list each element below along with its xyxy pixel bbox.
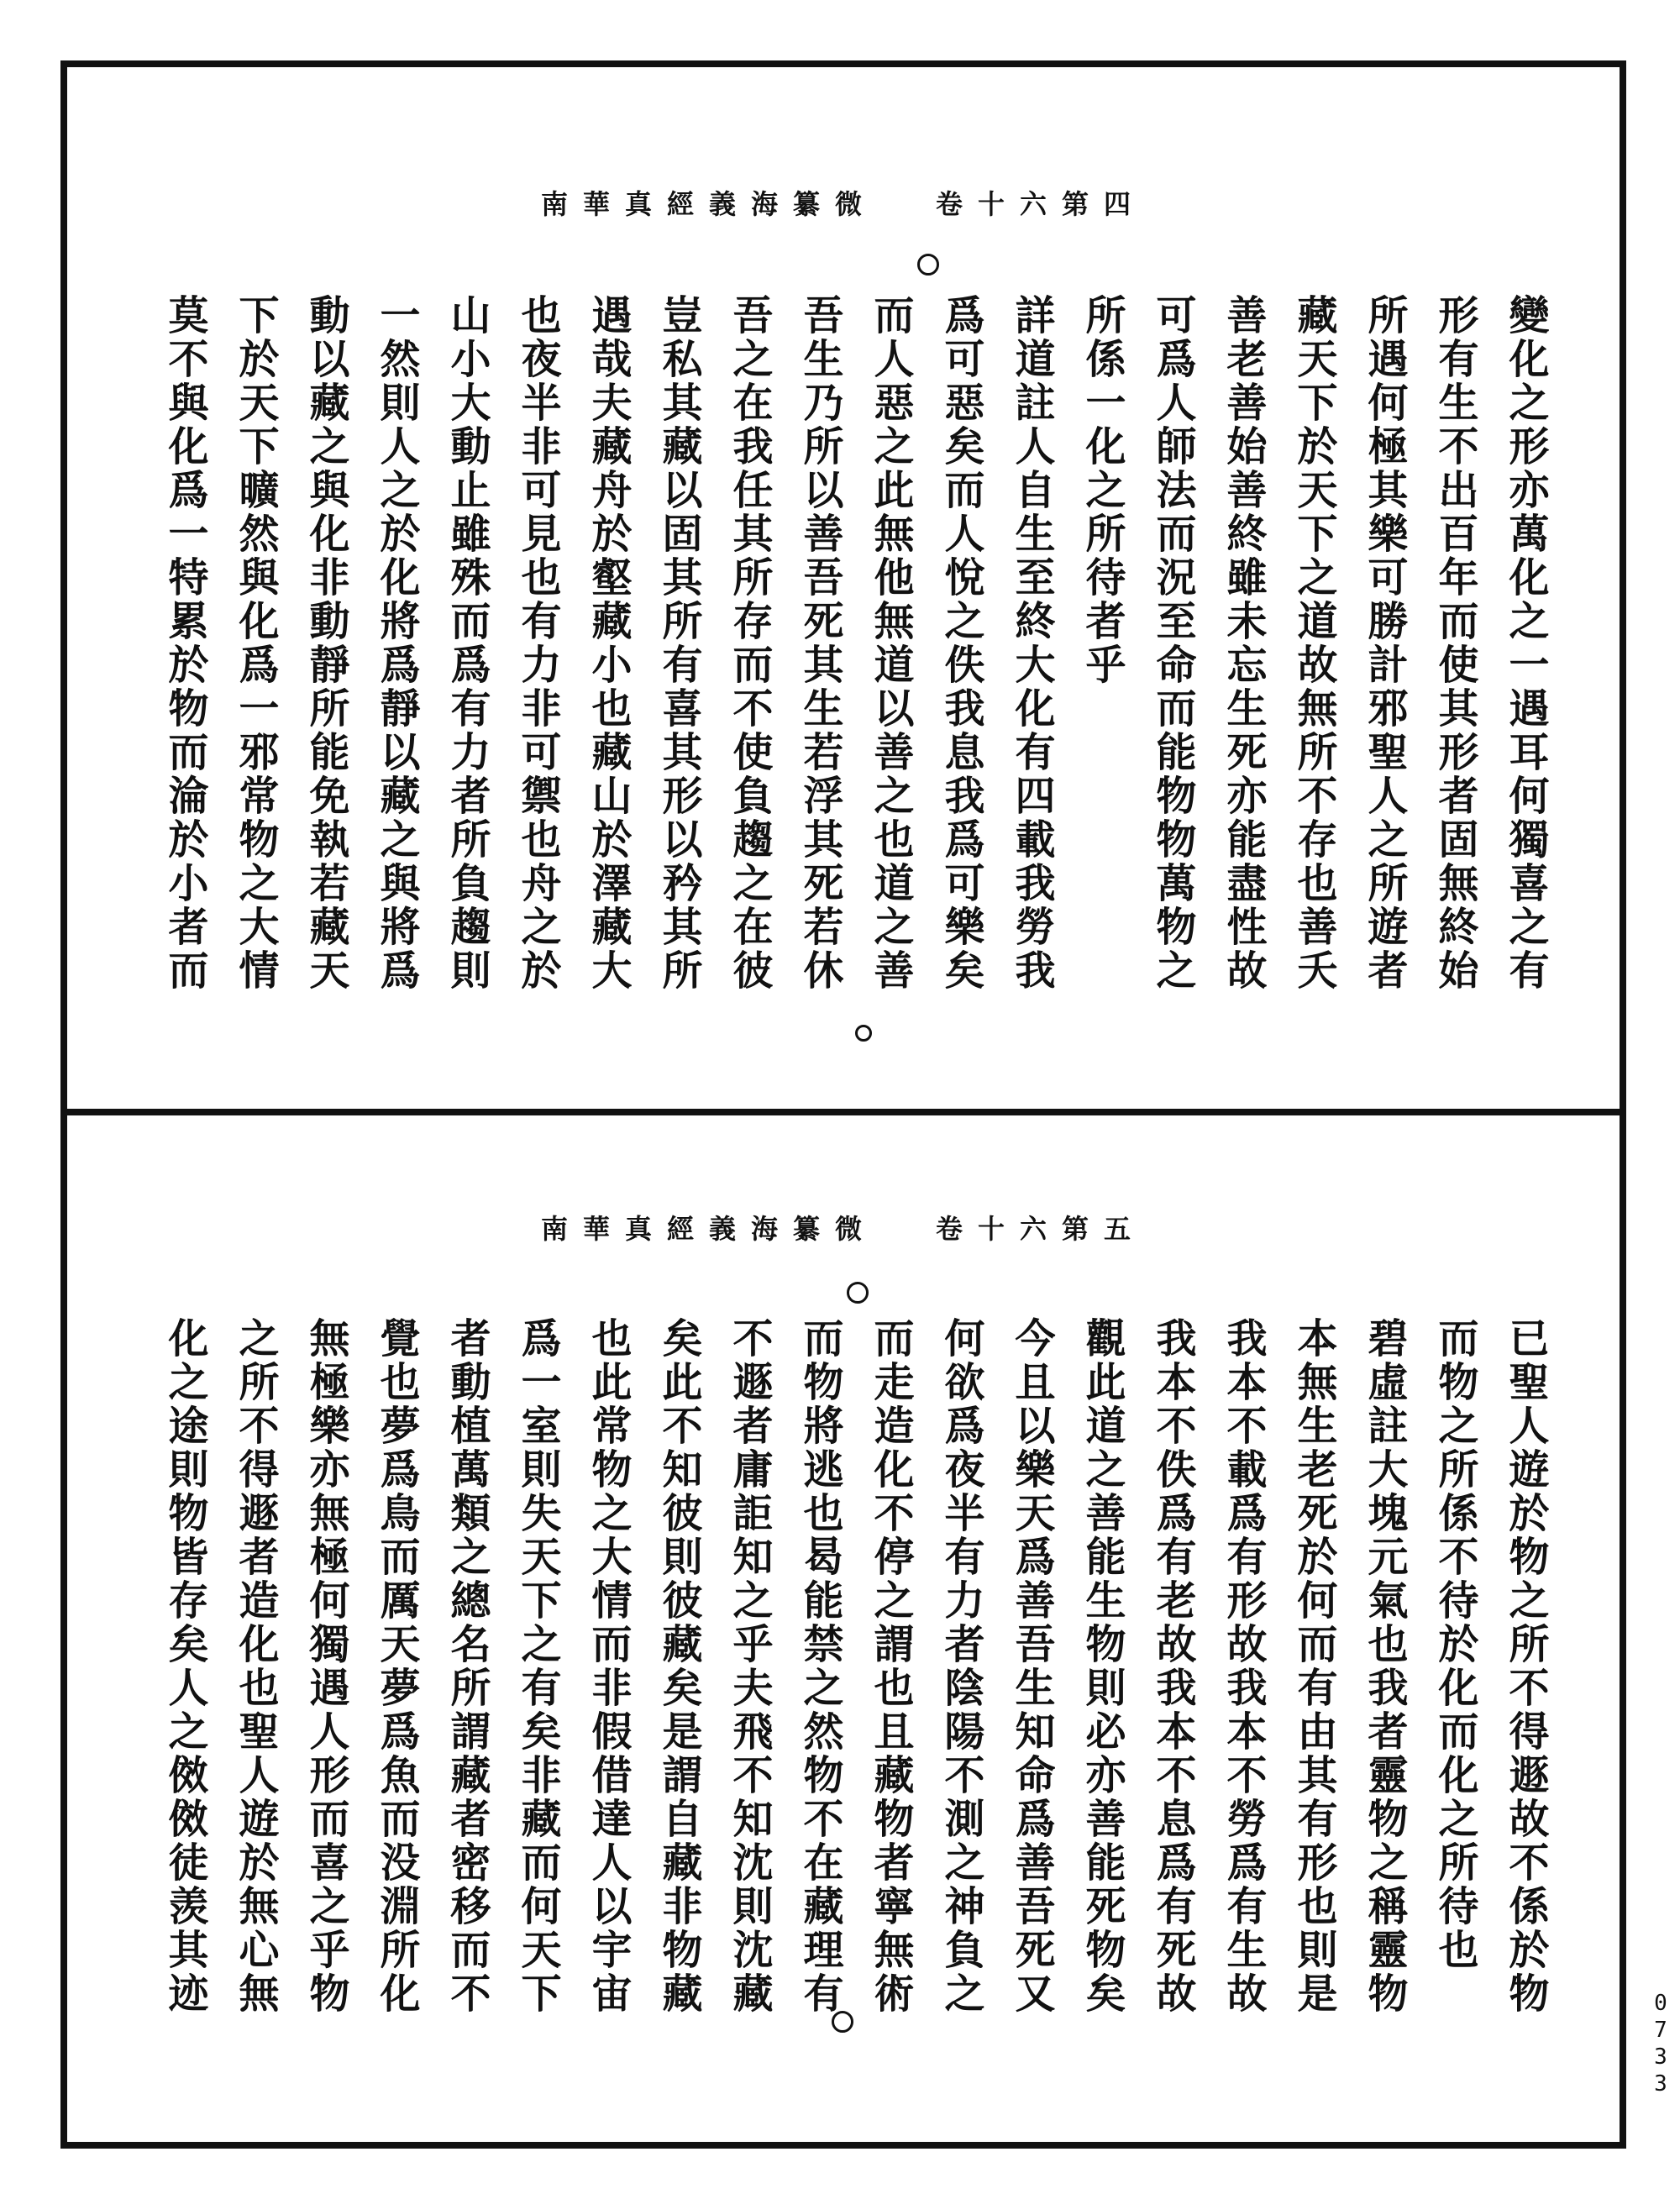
text-column: 詳道註人自生至終大化有四載我勞我 bbox=[1008, 294, 1055, 993]
text-column: 觀此道之善能生物則必亦善能死物矣 bbox=[1079, 1317, 1126, 2016]
bottom-page-header-volume: 卷十六第五 bbox=[936, 1213, 1147, 1245]
text-column: 藏天下於天下之道故無所不存也善夭 bbox=[1290, 294, 1337, 993]
text-column: 也此常物之大情而非假借達人以宇宙 bbox=[585, 1317, 632, 2016]
text-column: 遇哉夫藏舟於壑藏小也藏山於澤藏大 bbox=[585, 294, 632, 993]
text-column: 所係一化之所待者乎 bbox=[1079, 294, 1126, 687]
text-column: 者動植萬類之總名所謂藏者密移而不 bbox=[444, 1317, 491, 2016]
text-column: 之所不得遯者造化也聖人遊於無心無 bbox=[232, 1317, 279, 2016]
top-page-header-volume: 卷十六第四 bbox=[936, 188, 1147, 220]
top-page-header-title: 南華真經義海纂微 bbox=[540, 188, 877, 220]
text-column: 已聖人遊於物之所不得遯故不係於物 bbox=[1502, 1317, 1549, 2016]
text-column: 本無生老死於何而有由其有形也則是 bbox=[1290, 1317, 1337, 2016]
text-column: 而物之所係不待於化而化之所待也 bbox=[1431, 1317, 1478, 1972]
text-column: 爲可惡矣而人悅之佚我息我爲可樂矣 bbox=[937, 294, 984, 993]
text-column: 我本不載爲有形故我本不勞爲有生故 bbox=[1220, 1317, 1267, 2016]
page-divider bbox=[60, 1109, 1626, 1115]
text-column: 變化之形亦萬化之一遇耳何獨喜之有 bbox=[1502, 294, 1549, 993]
circle-mark bbox=[847, 1282, 869, 1304]
text-column: 而人惡之此無他無道以善之也道之善 bbox=[867, 294, 914, 993]
text-column: 所遇何極其樂可勝計邪聖人之所遊者 bbox=[1361, 294, 1408, 993]
bottom-page-header-title: 南華真經義海纂微 bbox=[540, 1213, 877, 1245]
text-column: 下於天下曠然與化爲一邪常物之大情 bbox=[232, 294, 279, 993]
text-column: 而走造化不停之謂也且藏物者寧無術 bbox=[867, 1317, 914, 2016]
text-column: 不遯者庸詎知之乎夫飛不知沈則沈藏 bbox=[726, 1317, 773, 2016]
text-column: 無極樂亦無極何獨遇人形而喜之乎物 bbox=[302, 1317, 349, 2016]
text-column: 碧虛註大塊元氣也我者靈物之稱靈物 bbox=[1361, 1317, 1408, 2016]
text-column: 動以藏之與化非動靜所能免執若藏天 bbox=[302, 294, 349, 993]
text-column: 我本不佚爲有老故我本不息爲有死故 bbox=[1149, 1317, 1196, 2016]
text-column: 覺也夢爲鳥而厲天夢爲魚而没淵所化 bbox=[373, 1317, 420, 2016]
bottom-page bbox=[67, 1115, 1620, 2142]
circle-mark bbox=[917, 254, 939, 276]
text-column: 爲一室則失天下之有矣非藏而何天下 bbox=[514, 1317, 561, 2016]
bottom-page-header bbox=[67, 1208, 1620, 1246]
text-column: 豈私其藏以固其所有喜其形以矜其所 bbox=[655, 294, 702, 993]
text-column: 而物將逃也曷能禁之然物不在藏理有 bbox=[796, 1317, 843, 2016]
text-column: 化之途則物皆存矣人之傚傚徒羡其迹 bbox=[161, 1317, 208, 2016]
top-page bbox=[67, 67, 1620, 1109]
top-page-text bbox=[151, 294, 1562, 1100]
top-page-header bbox=[67, 183, 1620, 222]
text-column: 矣此不知彼則彼藏矣是謂自藏非物藏 bbox=[655, 1317, 702, 2016]
text-column: 可爲人師法而況至命而能物物萬物之 bbox=[1149, 294, 1196, 993]
text-column: 吾生乃所以善吾死其生若浮其死若休 bbox=[796, 294, 843, 993]
text-column: 一然則人之於化將爲靜以藏之與將爲 bbox=[373, 294, 420, 993]
text-column: 何欲爲夜半有力者陰陽不測之神負之 bbox=[937, 1317, 984, 2016]
text-column: 莫不與化爲一特累於物而淪於小者而 bbox=[161, 294, 208, 993]
text-column: 今且以樂天爲善吾生知命爲善吾死又 bbox=[1008, 1317, 1055, 2016]
page-number: 0733 bbox=[1648, 1991, 1673, 2098]
text-column: 山小大動止雖殊而爲有力者所負趨則 bbox=[444, 294, 491, 993]
bottom-page-text bbox=[151, 1317, 1562, 2123]
text-column: 善老善始善終雖未忘生死亦能盡性故 bbox=[1220, 294, 1267, 993]
text-column: 也夜半非可見也有力非可禦也舟之於 bbox=[514, 294, 561, 993]
text-column: 吾之在我任其所存而不使負趨之在彼 bbox=[726, 294, 773, 993]
text-column: 形有生不出百年而使其形者固無終始 bbox=[1431, 294, 1478, 993]
